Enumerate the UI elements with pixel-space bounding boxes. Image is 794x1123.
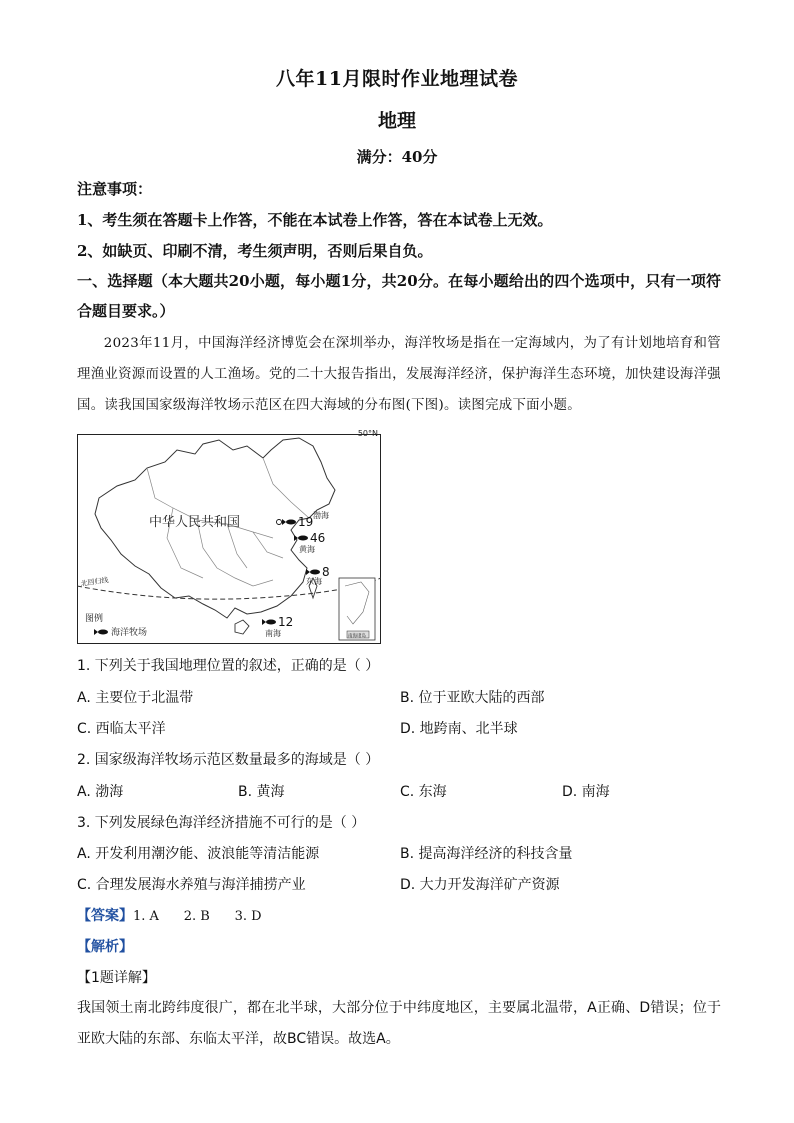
sea-label-bohai: 渤海 [313, 511, 329, 520]
section-heading: 一、选择题（本大题共20小题，每小题1分，共20分。在每小题给出的四个选项中，只有一项符合题目要求。） [77, 272, 721, 320]
q2-option-b: B. 黄海 [238, 784, 285, 800]
notice-heading: 注意事项： [77, 180, 153, 198]
south-china-sea-inset [339, 578, 375, 640]
question-3-stem: 3. 下列发展绿色海洋经济措施不可行的是（ ） [77, 815, 366, 831]
q3-option-d: D. 大力开发海洋矿产资源 [400, 877, 560, 893]
detail-text: 我国领土南北跨纬度很广，都在北半球，大部分位于中纬度地区，主要属北温带，A正确、D错误；位于亚欧大陆的东部、东临太平洋，故BC错误。故选A。 [77, 1000, 721, 1047]
sea-label-huanghai: 黄海 [299, 545, 315, 554]
lat-label: 50°N [357, 429, 378, 438]
legend-item-label: 海洋牧场 [111, 628, 148, 638]
country-label: 中华人民共和国 [149, 515, 241, 530]
analysis-tag: 【解析】 [77, 939, 133, 955]
full-score: 满分：40分 [356, 148, 438, 166]
answer-text: 1. A 2. B 3. D [133, 909, 262, 924]
q1-option-b: B. 位于亚欧大陆的西部 [400, 690, 545, 706]
question-1-stem: 1. 下列关于我国地理位置的叙述，正确的是（ ） [77, 658, 380, 674]
q2-option-c: C. 东海 [400, 784, 447, 800]
answer-line [77, 905, 262, 925]
q3-option-a: A. 开发利用潮汐能、波浪能等清洁能源 [77, 846, 320, 862]
q1-option-d: D. 地跨南、北半球 [400, 721, 518, 737]
count-label-donghai: 8 [322, 565, 330, 579]
tropic-label: 北回归线 [80, 576, 110, 588]
notice-item-1: 1、考生须在答题卡上作答，不能在本试卷上作答，答在本试卷上无效。 [77, 211, 553, 229]
sea-label-nanhai: 南海 [265, 629, 281, 638]
subject-title: 地理 [377, 110, 416, 132]
q2-option-a: A. 渤海 [77, 784, 124, 800]
notice-item-2: 2、如缺页、印刷不清，考生须声明，否则后果自负。 [77, 242, 433, 260]
inset-label: 南海诸岛 [348, 634, 366, 639]
count-label-huanghai: 46 [310, 531, 326, 545]
answer-tag: 【答案】 [77, 908, 133, 924]
legend-title: 图例 [85, 614, 104, 624]
analysis-line [77, 936, 133, 956]
detail-heading: 【1题详解】 [77, 970, 156, 986]
q3-option-b: B. 提高海洋经济的科技含量 [400, 846, 573, 862]
q3-option-c: C. 合理发展海水养殖与海洋捕捞产业 [77, 877, 306, 893]
sea-label-donghai: 东海 [306, 577, 322, 586]
exam-title: 八年11月限时作业地理试卷 [276, 68, 518, 90]
ocean-ranch-map [77, 428, 381, 644]
q1-option-a: A. 主要位于北温带 [77, 690, 194, 706]
count-label-bohai: 19 [298, 515, 314, 529]
q1-option-c: C. 西临太平洋 [77, 721, 166, 737]
reading-passage: 2023年11月，中国海洋经济博览会在深圳举办，海洋牧场是指在一定海域内，为了有计划地培育和管理渔业资源而设置的人工渔场。党的二十大报告指出，发展海洋经济，保护海洋生态环境，加快建设海洋强国。读我国国家级海洋牧场示范区在四大海域的分布图(下图)。读图完成下面小题。 [77, 336, 721, 413]
count-label-nanhai: 12 [278, 615, 294, 629]
question-2-stem: 2. 国家级海洋牧场示范区数量最多的海域是（ ） [77, 752, 380, 768]
beijing-marker [277, 520, 282, 525]
q2-option-d: D. 南海 [562, 784, 610, 800]
